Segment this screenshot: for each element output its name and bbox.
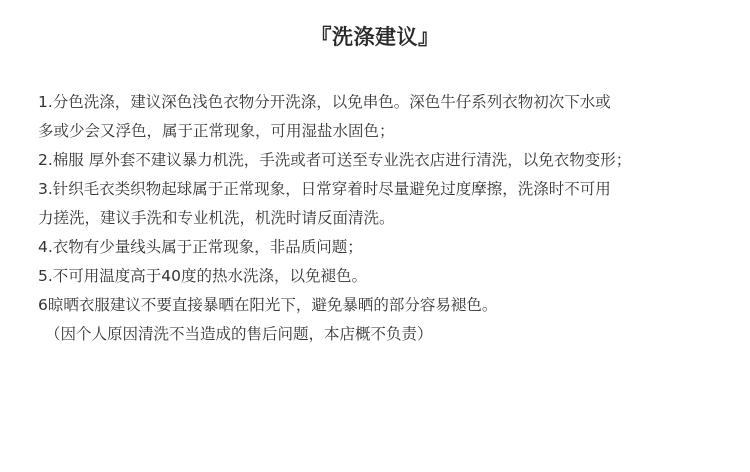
instruction-4-line-1: 4.衣物有少量线头属于正常现象，非品质问题； (38, 238, 363, 256)
page-title: 『洗涤建议』 (310, 25, 440, 49)
instruction-item-4 (38, 233, 738, 262)
instruction-item-5 (38, 262, 738, 291)
instruction-5-line-1: 5.不可用温度高于40度的热水洗涤，以免褪色。 (38, 267, 368, 285)
instruction-item-3 (38, 175, 738, 233)
instructions-body (38, 88, 738, 349)
instruction-1-line-1: 1.分色洗涤，建议深色浅色衣物分开洗涤，以免串色。深色牛仔系列衣物初次下水或 (38, 93, 611, 111)
instruction-item-2 (38, 146, 738, 175)
instruction-1-line-2: 多或少会又浮色，属于正常现象，可用湿盐水固色； (38, 122, 395, 140)
disclaimer-note (38, 320, 738, 349)
instruction-3-line-2: 力搓洗，建议手洗和专业机洗，机洗时请反面清洗。 (38, 209, 395, 227)
instruction-item-6 (38, 291, 738, 320)
instruction-3-line-1: 3.针织毛衣类织物起球属于正常现象，日常穿着时尽量避免过度摩擦，洗涤时不可用 (38, 180, 611, 198)
instruction-2-line-1: 2.棉服 厚外套不建议暴力机洗，手洗或者可送至专业洗衣店进行清洗，以免衣物变形； (38, 151, 632, 169)
instruction-item-1 (38, 88, 738, 146)
disclaimer-text: （因个人原因清洗不当造成的售后问题，本店概不负责） (45, 325, 433, 343)
instruction-6-line-1: 6晾晒衣服建议不要直接暴晒在阳光下，避免暴晒的部分容易褪色。 (38, 296, 498, 314)
